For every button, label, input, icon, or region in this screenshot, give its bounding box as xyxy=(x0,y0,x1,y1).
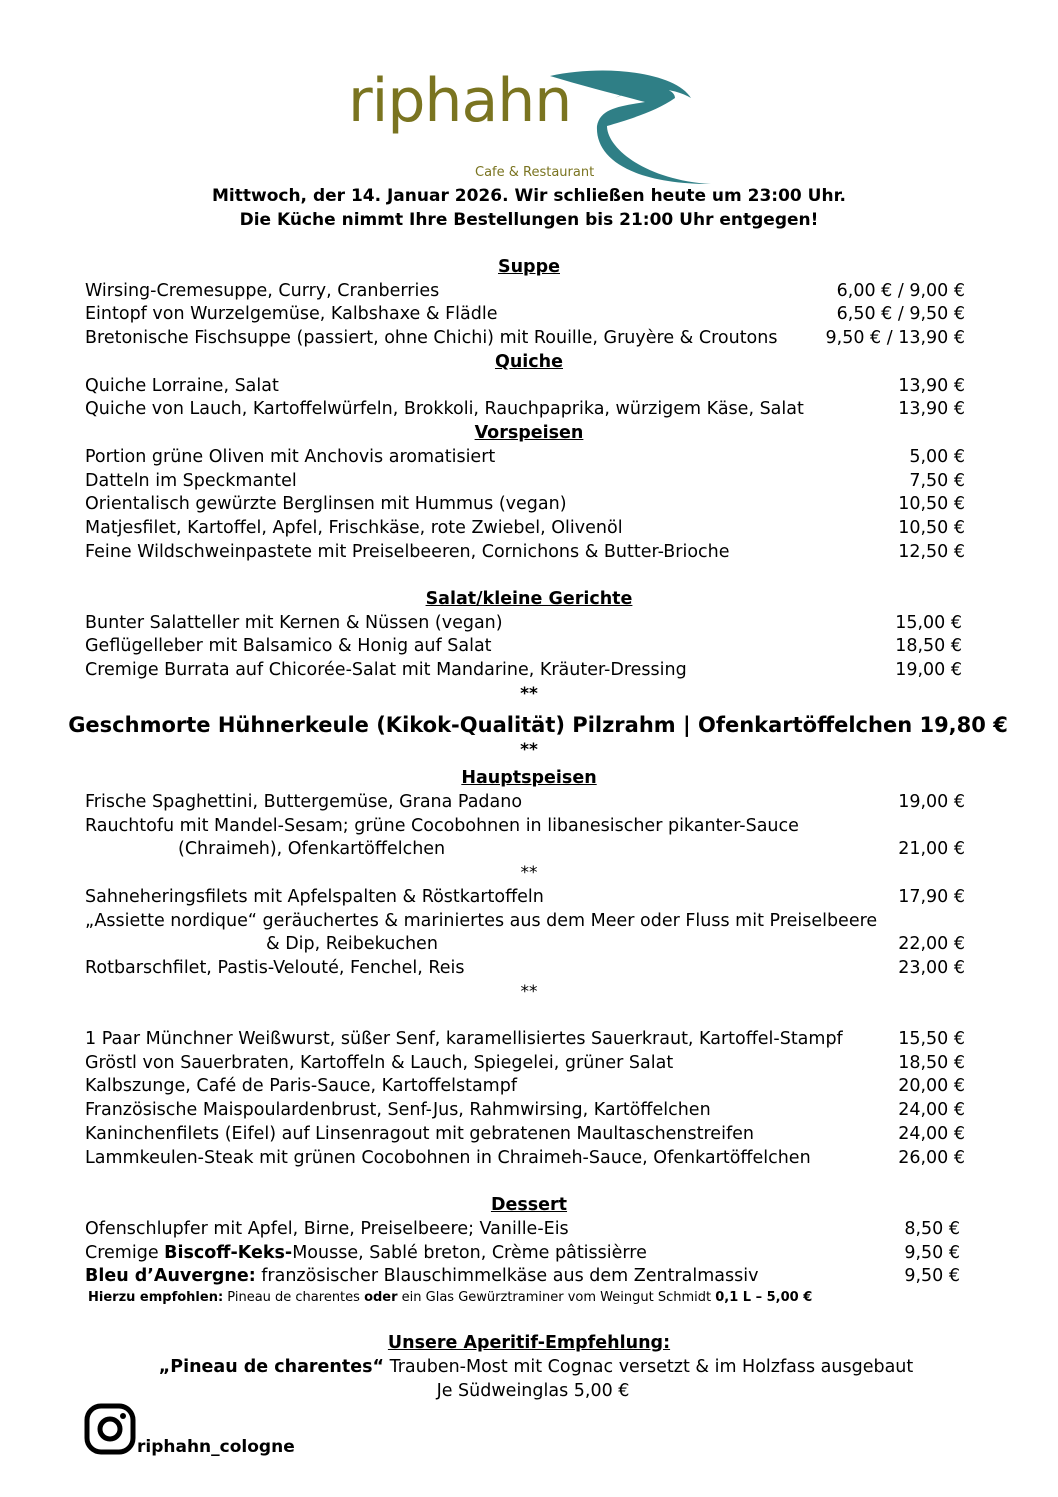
separator: ** xyxy=(520,740,538,760)
item-price: 21,00 € xyxy=(898,839,965,859)
item-price: 13,90 € xyxy=(898,376,965,396)
item-price: 15,50 € xyxy=(898,1029,965,1049)
header-line-1: Mittwoch, der 14. Januar 2026. Wir schließen heute um 23:00 Uhr. xyxy=(212,186,846,206)
aperitif-desc: Trauben-Most mit Cognac versetzt & im Holzfass ausgebaut xyxy=(384,1357,914,1377)
menu-item xyxy=(85,518,965,542)
section-title-quiche: Quiche xyxy=(494,352,564,372)
item-price: 19,00 € xyxy=(898,792,965,812)
daily-special: Geschmorte Hühnerkeule (Kikok-Qualität) Pilzrahm | Ofenkartöffelchen 19,80 € xyxy=(68,713,1008,737)
section-title-hauptspeisen: Hauptspeisen xyxy=(461,768,597,788)
item-name: Portion grüne Oliven mit Anchovis aromatisiert xyxy=(85,447,496,467)
menu-item xyxy=(85,447,965,471)
item-price: 6,50 € / 9,50 € xyxy=(836,304,965,324)
section-title-aperitif: Unsere Aperitif-Empfehlung: xyxy=(387,1333,671,1353)
item-price: 23,00 € xyxy=(898,958,965,978)
instagram-icon xyxy=(84,1403,136,1455)
brand-logo xyxy=(345,68,725,186)
menu-item xyxy=(85,887,965,911)
item-name: Feine Wildschweinpastete mit Preiselbeeren, Cornichons & Butter-Brioche xyxy=(85,542,730,562)
menu-item xyxy=(85,1076,965,1100)
item-name: Französische Maispoulardenbrust, Senf-Jus, Rahmwirsing, Kartöffelchen xyxy=(85,1100,711,1120)
menu-item xyxy=(85,304,965,328)
item-name-bold: Biscoff-Keks- xyxy=(164,1243,293,1263)
menu-item xyxy=(85,1053,965,1077)
item-name: Bunter Salatteller mit Kernen & Nüssen (vegan) xyxy=(85,613,503,633)
item-name: Gröstl von Sauerbraten, Kartoffeln & Lauch, Spiegelei, grüner Salat xyxy=(85,1053,674,1073)
menu-item xyxy=(85,1100,965,1124)
menu-item xyxy=(85,328,965,352)
item-price: 10,50 € xyxy=(898,494,965,514)
menu-item xyxy=(85,494,965,518)
wine-recommendation xyxy=(88,1290,812,1305)
item-name: Rotbarschfilet, Pastis-Velouté, Fenchel, Reis xyxy=(85,958,465,978)
item-name-bold: Bleu d’Auvergne: xyxy=(85,1266,256,1286)
menu-item-line xyxy=(85,816,965,840)
item-name: Orientalisch gewürzte Berglinsen mit Hummus (vegan) xyxy=(85,494,567,514)
rec-label: Hierzu empfohlen: xyxy=(88,1290,224,1305)
item-price: 10,50 € xyxy=(898,518,965,538)
item-name: Matjesfilet, Kartoffel, Apfel, Frischkäse, rote Zwiebel, Olivenöl xyxy=(85,518,623,538)
item-name xyxy=(85,1243,647,1263)
section-title-dessert: Dessert xyxy=(490,1195,568,1215)
separator: ** xyxy=(520,982,538,1002)
menu-item xyxy=(85,1148,965,1172)
item-price: 15,00 € xyxy=(895,613,962,633)
aperitif-name: „Pineau de charentes“ xyxy=(158,1357,385,1377)
item-price: 19,00 € xyxy=(895,660,962,680)
menu-item xyxy=(85,839,965,863)
item-name: Geflügelleber mit Balsamico & Honig auf Salat xyxy=(85,636,492,656)
item-name: Lammkeulen-Steak mit grünen Cocobohnen in Chraimeh-Sauce, Ofenkartöffelchen xyxy=(85,1148,811,1168)
rec-price: 0,1 L – 5,00 € xyxy=(715,1290,813,1305)
menu-item-line xyxy=(85,911,965,935)
item-name: Wirsing-Cremesuppe, Curry, Cranberries xyxy=(85,281,440,301)
item-price: 7,50 € xyxy=(909,471,965,491)
instagram-handle: riphahn_cologne xyxy=(137,1437,295,1457)
menu-item xyxy=(85,1124,965,1148)
menu-item xyxy=(85,281,965,305)
item-name: Ofenschlupfer mit Apfel, Birne, Preiselbeere; Vanille-Eis xyxy=(85,1219,569,1239)
item-price: 18,50 € xyxy=(898,1053,965,1073)
menu-item xyxy=(85,1219,960,1243)
menu-item xyxy=(85,636,962,660)
menu-item xyxy=(85,1029,965,1053)
item-price: 22,00 € xyxy=(898,934,965,954)
menu-item xyxy=(85,399,965,423)
item-name: Sahneheringsfilets mit Apfelspalten & Röstkartoffeln xyxy=(85,887,544,907)
item-name: Datteln im Speckmantel xyxy=(85,471,297,491)
item-price: 9,50 € xyxy=(904,1266,960,1286)
item-price: 9,50 € xyxy=(904,1243,960,1263)
menu-item xyxy=(85,376,965,400)
item-name: Kaninchenfilets (Eifel) auf Linsenragout mit gebratenen Maultaschenstreifen xyxy=(85,1124,754,1144)
section-title-suppe: Suppe xyxy=(498,257,560,277)
item-price: 12,50 € xyxy=(898,542,965,562)
menu-item xyxy=(85,660,962,684)
item-price: 6,00 € / 9,00 € xyxy=(836,281,965,301)
section-title-salat: Salat/kleine Gerichte xyxy=(425,589,633,609)
menu-item xyxy=(85,958,965,982)
item-name: Bretonische Fischsuppe (passiert, ohne Chichi) mit Rouille, Gruyère & Croutons xyxy=(85,328,778,348)
item-name: Eintopf von Wurzelgemüse, Kalbshaxe & Flädle xyxy=(85,304,498,324)
item-name-post: französischer Blauschimmelkäse aus dem Zentralmassiv xyxy=(255,1266,759,1286)
item-name: Quiche Lorraine, Salat xyxy=(85,376,279,396)
item-name: Kalbszunge, Café de Paris-Sauce, Kartoffelstampf xyxy=(85,1076,517,1096)
menu-item xyxy=(85,471,965,495)
brand-name: riphahn xyxy=(348,66,572,136)
menu-item xyxy=(85,1243,960,1267)
rec-text-1: Pineau de charentes xyxy=(223,1290,365,1305)
menu-item xyxy=(85,1266,960,1290)
separator: ** xyxy=(520,684,538,704)
item-name-pre: Cremige xyxy=(85,1243,165,1263)
item-price: 13,90 € xyxy=(898,399,965,419)
item-price: 9,50 € / 13,90 € xyxy=(825,328,965,348)
rec-or: oder xyxy=(364,1290,398,1305)
item-price: 17,90 € xyxy=(898,887,965,907)
item-name xyxy=(85,1266,758,1286)
item-price: 8,50 € xyxy=(904,1219,960,1239)
separator: ** xyxy=(520,863,538,883)
item-price: 18,50 € xyxy=(895,636,962,656)
item-name: Cremige Burrata auf Chicorée-Salat mit Mandarine, Kräuter-Dressing xyxy=(85,660,687,680)
item-price: 26,00 € xyxy=(898,1148,965,1168)
item-name: „Assiette nordique“ geräuchertes & mariniertes aus dem Meer oder Fluss mit Preiselbeere xyxy=(85,911,878,931)
item-name: Quiche von Lauch, Kartoffelwürfeln, Brokkoli, Rauchpaprika, würzigem Käse, Salat xyxy=(85,399,804,419)
menu-item xyxy=(85,792,965,816)
brand-subtitle: Cafe & Restaurant xyxy=(475,165,595,180)
menu-item xyxy=(85,613,962,637)
section-title-vorspeisen: Vorspeisen xyxy=(474,423,584,443)
item-price: 20,00 € xyxy=(898,1076,965,1096)
item-price: 24,00 € xyxy=(898,1100,965,1120)
aperitif-text xyxy=(7,1357,1058,1377)
item-name: Frische Spaghettini, Buttergemüse, Grana Padano xyxy=(85,792,523,812)
item-name-cont: & Dip, Reibekuchen xyxy=(266,934,438,954)
aperitif-price: Je Südweinglas 5,00 € xyxy=(436,1381,630,1401)
item-price: 24,00 € xyxy=(898,1124,965,1144)
item-price: 5,00 € xyxy=(909,447,965,467)
menu-item xyxy=(85,542,965,566)
menu-item xyxy=(85,934,965,958)
item-name-post: Mousse, Sablé breton, Crème pâtissièrre xyxy=(292,1243,647,1263)
item-name: Rauchtofu mit Mandel-Sesam; grüne Cocobohnen in libanesischer pikanter-Sauce xyxy=(85,816,799,836)
item-name: 1 Paar Münchner Weißwurst, süßer Senf, karamellisiertes Sauerkraut, Kartoffel-Stampf xyxy=(85,1029,843,1049)
header-line-2: Die Küche nimmt Ihre Bestellungen bis 21:00 Uhr entgegen! xyxy=(239,210,819,230)
rec-text-2: ein Glas Gewürztraminer vom Weingut Schmidt xyxy=(397,1290,716,1305)
item-name-cont: (Chraimeh), Ofenkartöffelchen xyxy=(178,839,446,859)
